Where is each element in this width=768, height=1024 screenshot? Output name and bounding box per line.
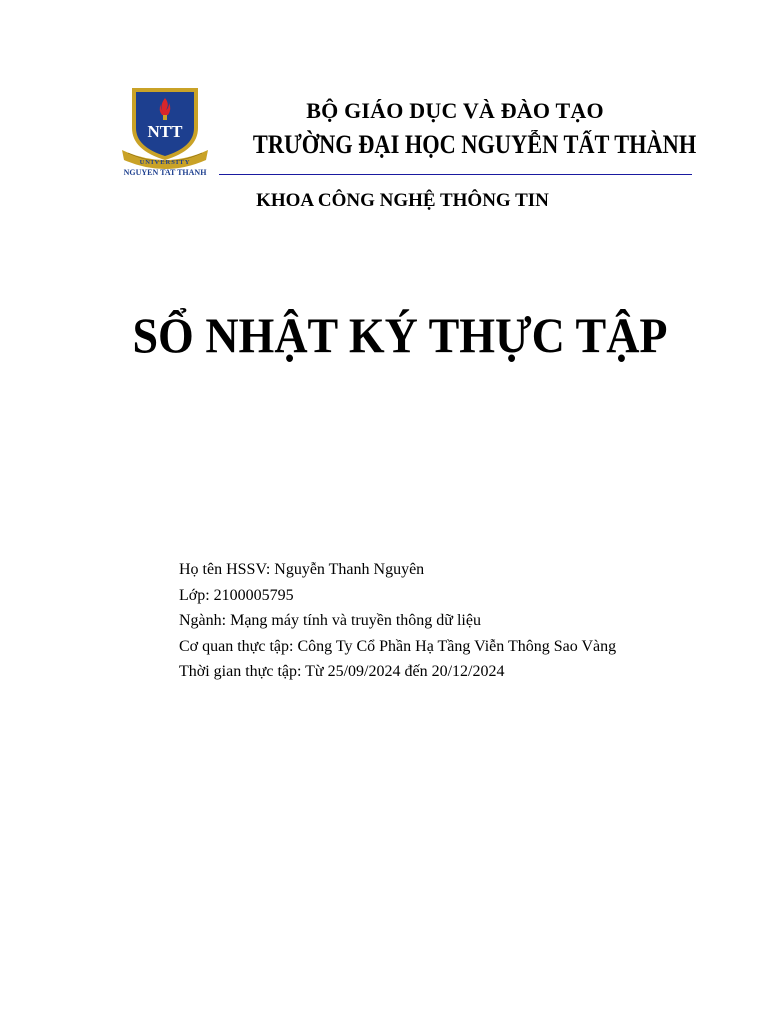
internship-period-line: Thời gian thực tập: Từ 25/09/2024 đến 20/12/2024 [179, 663, 505, 680]
organization-line: Cơ quan thực tập: Công Ty Cổ Phần Hạ Tầng Viễn Thông Sao Vàng [179, 637, 617, 655]
university-crest-icon [114, 84, 216, 178]
ministry-name: BỘ GIÁO DỤC VÀ ĐÀO TẠO [306, 98, 604, 123]
student-name-line: Họ tên HSSV: Nguyễn Thanh Nguyên [179, 561, 425, 578]
logo-monogram: NTT [147, 122, 183, 141]
document-title: SỔ NHẬT KÝ THỰC TẬP [132, 307, 668, 363]
class-line: Lớp: 2100005795 [179, 586, 294, 604]
university-logo [114, 84, 216, 178]
faculty-name: KHOA CÔNG NGHỆ THÔNG TIN [256, 190, 549, 211]
header-divider [219, 174, 692, 175]
logo-caption: NGUYEN TAT THANH [123, 168, 207, 177]
university-name: TRƯỜNG ĐẠI HỌC NGUYỄN TẤT THÀNH [252, 130, 697, 159]
logo-ribbon-text: UNIVERSITY [139, 159, 191, 166]
student-info-block [179, 557, 739, 685]
major-line: Ngành: Mạng máy tính và truyền thông dữ liệu [179, 612, 481, 629]
